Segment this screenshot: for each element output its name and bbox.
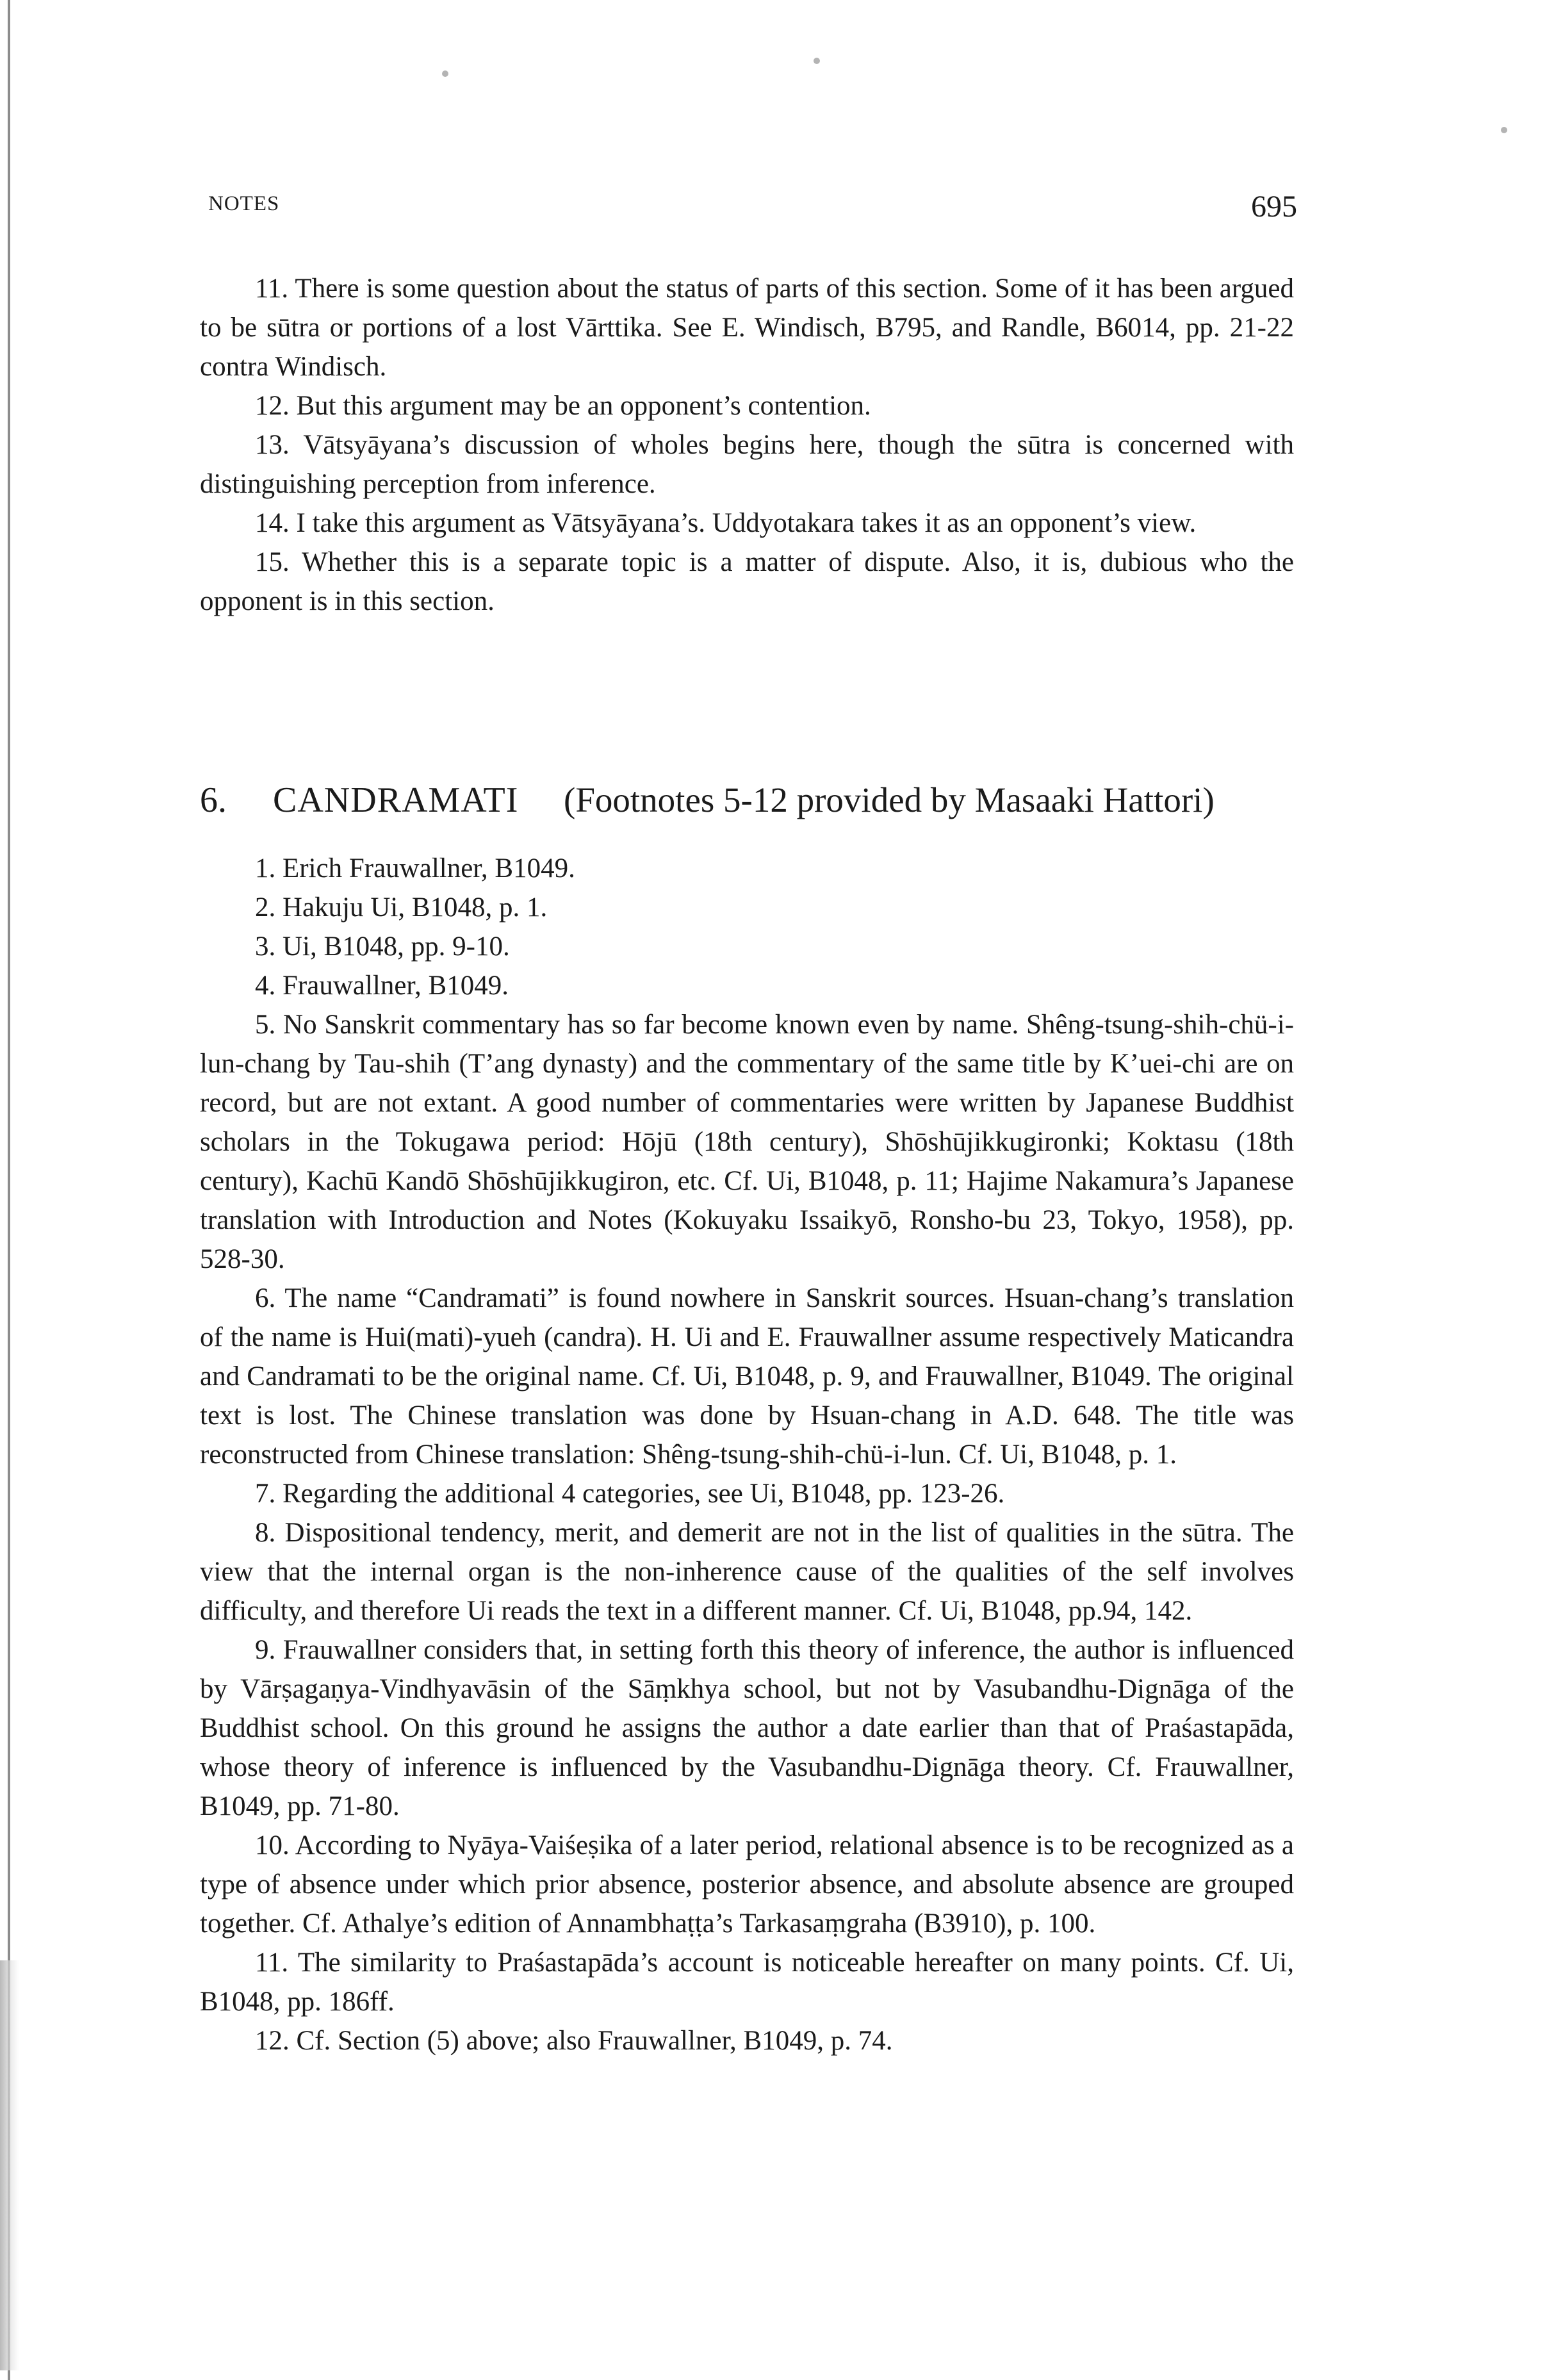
candramati-footnotes [200,849,1294,2060]
scan-speck [442,70,448,77]
section-heading [200,778,1294,822]
footnote-8: 8. Dispositional tendency, merit, and demerit are not in the list of qualities in the sūtra. The view that the internal organ is the non-inherence cause of the qualities of the self involves difficulty, and therefore Ui reads the text in a different manner. Cf. Ui, B1048, pp.94, 142. [200,1518,1294,1626]
running-head-title: NOTES [208,192,280,215]
footnote-2: 2. Hakuju Ui, B1048, p. 1. [255,892,548,923]
section-title: CANDRAMATI [273,780,519,820]
section-credit: (Footnotes 5-12 provided by Masaaki Hattori) [564,780,1215,819]
page-number: 695 [1251,190,1297,224]
footnote-4: 4. Frauwallner, B1049. [255,971,509,1001]
footnote-12: 12. Cf. Section (5) above; also Frauwallner, B1049, p. 74. [255,2026,893,2056]
footnote-10: 10. According to Nyāya-Vaiśeṣika of a later period, relational absence is to be recognized as a type of absence under which prior absence, posterior absence, and absolute absence are grouped together. Cf. Athalye’s edition of Annambhaṭṭa’s Tarkasaṃgraha (B3910), p. 100. [200,1830,1294,1939]
running-header [208,192,1297,231]
notes-before-section [200,269,1294,621]
footnote-3: 3. Ui, B1048, pp. 9-10. [255,931,510,962]
scan-speck [1501,127,1507,133]
footnote-11: 11. The similarity to Praśastapāda’s account is noticeable hereafter on many points. Cf. Ui, B1048, pp. 186ff. [200,1948,1294,2017]
scan-speck [814,58,820,64]
footnote-6: 6. The name “Candramati” is found nowhere in Sanskrit sources. Hsuan-chang’s translation of the name is Hui(mati)-yueh (candra). H. Ui and E. Frauwallner assume respectively Maticandra and Candramati to be the original name. Cf. Ui, B1048, p. 9, and Frauwallner, B1049. The original text is lost. The Chinese translation was done by Hsuan-chang in A.D. 648. The title was reconstructed from Chinese translation: Shêng-tsung-shih-chü-i-lun. Cf. Ui, B1048, p. 1. [200,1283,1294,1470]
note-14: 14. I take this argument as Vātsyāyana’s. Uddyotakara takes it as an opponent’s view. [255,508,1197,538]
note-15: 15. Whether this is a separate topic is a matter of dispute. Also, it is, dubious who the opponent is in this section. [200,547,1294,616]
note-13: 13. Vātsyāyana’s discussion of wholes begins here, though the sūtra is concerned with distinguishing perception from inference. [200,430,1294,499]
footnote-9: 9. Frauwallner considers that, in setting forth this theory of inference, the author is influenced by Vārṣagaṇya-Vindhyavāsin of the Sāṃkhya school, but not by Vasubandhu-Dignāga of the Buddhist school. On this ground he assigns the author a date earlier than that of Praśastapāda, whose theory of inference is influenced by the Vasubandhu-Dignāga theory. Cf. Frauwallner, B1049, pp. 71-80. [200,1635,1294,1821]
note-12: 12. But this argument may be an opponent’s contention. [255,391,871,421]
page-binding-shadow [0,1960,19,2370]
footnote-7: 7. Regarding the additional 4 categories, see Ui, B1048, pp. 123-26. [255,1479,1005,1509]
footnote-1: 1. Erich Frauwallner, B1049. [255,853,575,883]
footnote-5: 5. No Sanskrit commentary has so far become known even by name. Shêng-tsung-shih-chü-i-lun-chang by Tau-shih (T’ang dynasty) and the commentary of the same title by K’uei-chi are on record, but are not extant. A good number of commentaries were written by Japanese Buddhist scholars in the Tokugawa period: Hōjū (18th century), Shōshūjikkugironki; Koktasu (18th century), Kachū Kandō Shōshūjikkugiron, etc. Cf. Ui, B1048, p. 11; Hajime Nakamura’s Japanese translation with Introduction and Notes (Kokuyaku Issaikyō, Ronsho-bu 23, Tokyo, 1958), pp. 528-30. [200,1010,1294,1274]
note-11: 11. There is some question about the status of parts of this section. Some of it has been argued to be sūtra or portions of a lost Vārttika. See E. Windisch, B795, and Randle, B6014, pp. 21-22 contra Windisch. [200,274,1294,382]
section-number: 6. [200,780,227,820]
